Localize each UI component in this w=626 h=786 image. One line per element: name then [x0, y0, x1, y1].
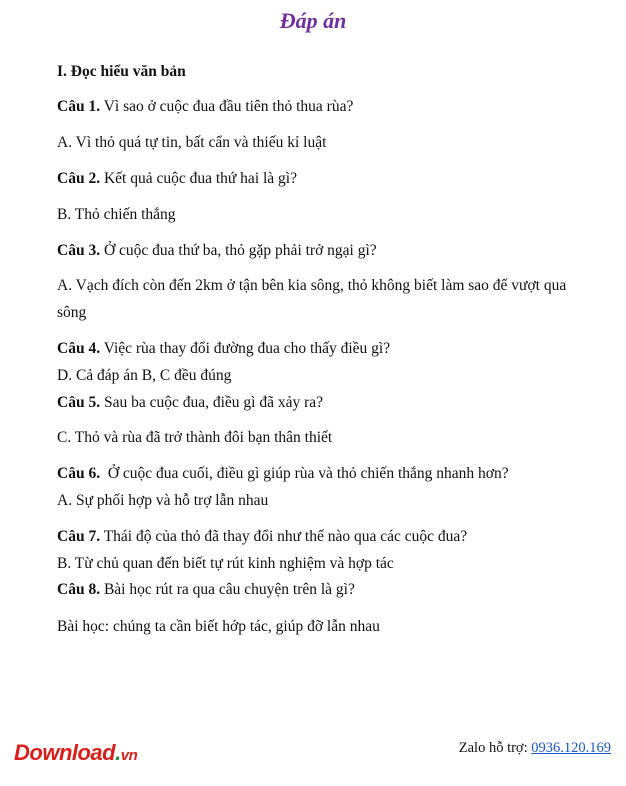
- question-5: [57, 394, 323, 412]
- answer-3-line-2: sông: [57, 304, 87, 321]
- question-label: Câu 2.: [57, 170, 101, 187]
- question-8: [57, 581, 355, 599]
- answer-6: A. Sự phối hợp và hỗ trợ lẫn nhau: [57, 492, 269, 509]
- question-text: Vì sao ở cuộc đua đầu tiên thỏ thua rùa?: [103, 98, 354, 115]
- question-text: Bài học rút ra qua câu chuyện trên là gì?: [103, 581, 355, 598]
- question-label: Câu 6.: [57, 465, 101, 482]
- question-label: Câu 4.: [57, 340, 101, 357]
- logo-dot: .: [115, 740, 121, 765]
- question-text: Thái độ của thỏ đã thay đổi như thế nào qua các cuộc đua?: [103, 528, 468, 545]
- question-3: [57, 242, 377, 260]
- download-logo[interactable]: [14, 740, 137, 766]
- question-1: [57, 98, 353, 116]
- answer-5: C. Thỏ và rùa đã trở thành đôi bạn thân thiết: [57, 429, 333, 446]
- support-label: Zalo hỗ trợ:: [458, 740, 532, 756]
- question-2: [57, 170, 297, 188]
- question-text: Ở cuộc đua cuối, điều gì giúp rùa và thỏ chiến thắng nhanh hơn?: [107, 465, 509, 482]
- section-heading: I. Đọc hiểu văn bản: [57, 63, 186, 80]
- question-text: Sau ba cuộc đua, điều gì đã xảy ra?: [103, 394, 324, 411]
- page-title: Đáp án: [279, 8, 347, 33]
- zalo-support: [459, 740, 611, 757]
- answer-4: D. Cả đáp án B, C đều đúng: [57, 367, 232, 384]
- question-label: Câu 8.: [57, 581, 101, 598]
- question-label: Câu 7.: [57, 528, 101, 545]
- support-phone-link[interactable]: 0936.120.169: [531, 740, 611, 756]
- question-label: Câu 5.: [57, 394, 101, 411]
- answer-2: B. Thỏ chiến thắng: [57, 206, 176, 223]
- question-text: Việc rùa thay đổi đường đua cho thấy điều gì?: [103, 340, 391, 357]
- question-text: Kết quả cuộc đua thứ hai là gì?: [103, 170, 297, 187]
- answer-7: B. Từ chủ quan đến biết tự rút kinh nghiệm và hợp tác: [57, 555, 394, 572]
- question-7: [57, 528, 467, 546]
- question-4: [57, 340, 390, 358]
- question-text: Ở cuộc đua thứ ba, thỏ gặp phải trở ngại gì?: [103, 242, 377, 259]
- logo-tld: vn: [120, 747, 138, 764]
- answer-1: A. Vì thỏ quá tự tin, bất cẩn và thiếu kỉ luật: [57, 134, 327, 151]
- answer-3-line-1: A. Vạch đích còn đến 2km ở tận bên kia sông, thỏ không biết làm sao để vượt qua: [57, 277, 567, 294]
- question-6: [57, 465, 509, 483]
- question-label: Câu 1.: [57, 98, 101, 115]
- question-label: Câu 3.: [57, 242, 101, 259]
- answer-8: Bài học: chúng ta cần biết hớp tác, giúp đỡ lẫn nhau: [57, 618, 380, 635]
- logo-main: Download: [14, 740, 116, 765]
